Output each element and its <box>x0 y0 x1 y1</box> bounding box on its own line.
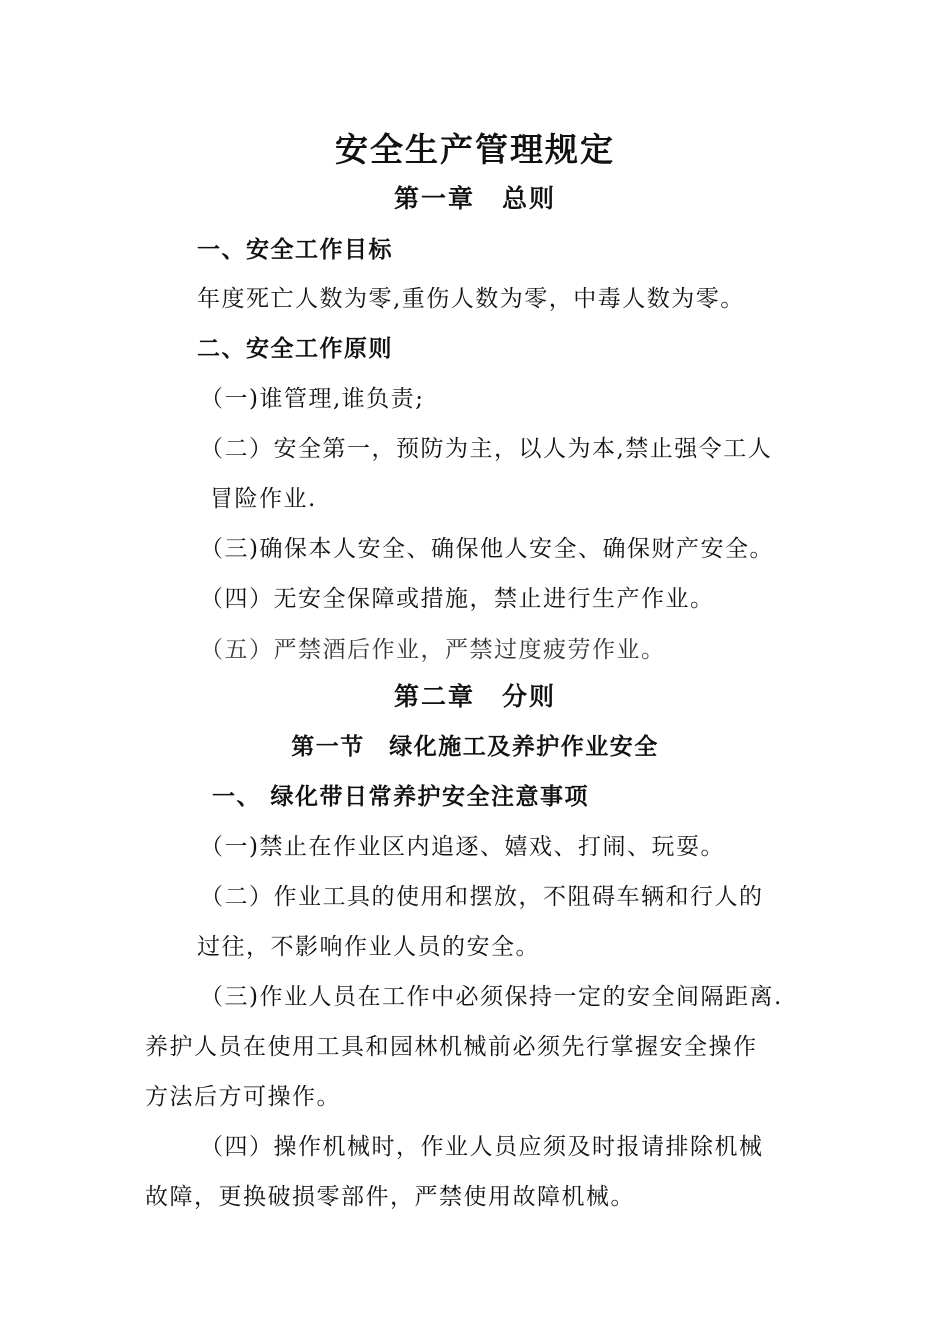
rule-item: （四）操作机械时，作业人员应须及时报请排除机械 <box>200 1134 764 1160</box>
principle-item-continuation: 冒险作业. <box>210 486 317 512</box>
chapter-1-heading: 第一章 总则 <box>393 184 556 213</box>
rule-item: （一)禁止在作业区内追逐、嬉戏、打闹、玩耍。 <box>200 834 725 860</box>
section-2-heading: 二、安全工作原则 <box>197 335 393 362</box>
document-title: 安全生产管理规定 <box>335 130 615 169</box>
section-1-text: 年度死亡人数为零,重伤人数为零，中毒人数为零。 <box>197 286 745 312</box>
rule-item-continuation: 故障，更换破损零部件，严禁使用故障机械。 <box>145 1184 635 1210</box>
section-1-heading: 一、安全工作目标 <box>197 236 393 263</box>
rule-item: （三)作业人员在工作中必须保持一定的安全间隔距离. <box>200 984 783 1010</box>
principle-item: （二）安全第一，预防为主，以人为本,禁止强令工人 <box>200 436 773 462</box>
principle-item: （一)谁管理,谁负责; <box>200 386 425 412</box>
rule-item-continuation: 过往，不影响作业人员的安全。 <box>197 934 540 960</box>
rule-item-continuation: 养护人员在使用工具和园林机械前必须先行掌握安全操作 <box>145 1034 758 1060</box>
section-heading: 第一节 绿化施工及养护作业安全 <box>291 733 659 760</box>
page-break-clipped-line <box>195 628 815 663</box>
sub-heading: 一、 绿化带日常养护安全注意事项 <box>212 783 590 810</box>
chapter-2-heading: 第二章 分则 <box>393 682 556 711</box>
rule-item: （二）作业工具的使用和摆放，不阻碍车辆和行人的 <box>200 884 764 910</box>
principle-item: （三)确保本人安全、确保他人安全、确保财产安全。 <box>200 536 774 562</box>
rule-item-continuation: 方法后方可操作。 <box>145 1084 341 1110</box>
principle-item: （四）无安全保障或措施，禁止进行生产作业。 <box>200 586 715 612</box>
principle-item-clipped: （五）严禁酒后作业，严禁过度疲劳作业。 <box>200 637 666 663</box>
